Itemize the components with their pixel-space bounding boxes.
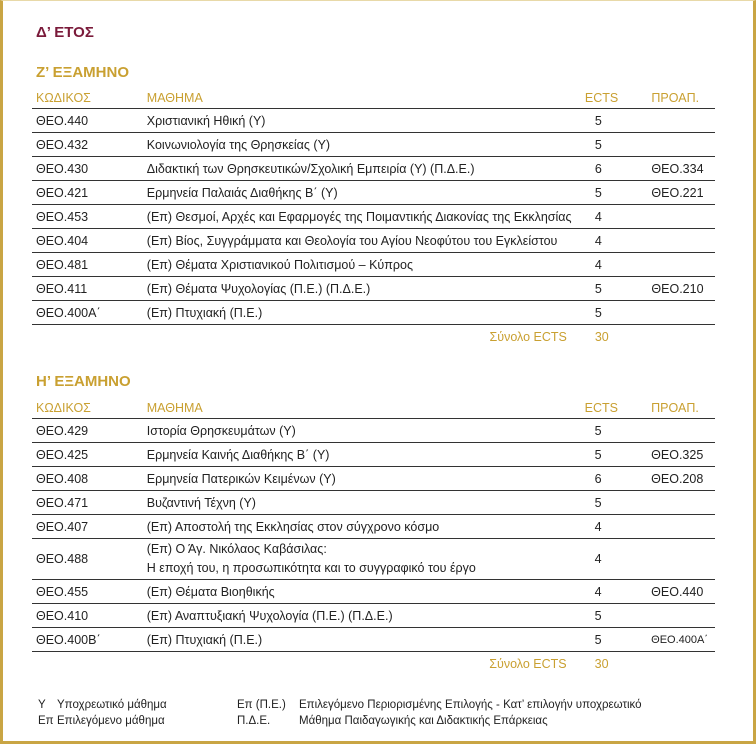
- legend-key-y: Υ: [38, 699, 46, 711]
- total-value: 30: [594, 657, 609, 671]
- table-header-row: [32, 398, 715, 419]
- legend-text-ep: Επιλεγόμενο μάθημα: [57, 715, 165, 727]
- course-ects: 6: [581, 467, 648, 491]
- header-code: ΚΩΔΙΚΟΣ: [32, 398, 143, 419]
- course-name: Κοινωνιολογία της Θρησκείας (Υ): [143, 133, 581, 157]
- course-prereq: [647, 301, 715, 325]
- course-name: Ερμηνεία Καινής Διαθήκης Β΄ (Υ): [143, 443, 581, 467]
- table-row: [32, 253, 715, 277]
- course-name: (Επ) Αναπτυξιακή Ψυχολογία (Π.Ε.) (Π.Δ.Ε.): [143, 604, 581, 628]
- legend-left: [38, 697, 167, 729]
- total-value: 30: [594, 330, 609, 344]
- course-ects: 5: [581, 133, 648, 157]
- header-ects: ECTS: [581, 398, 648, 419]
- table-row: [32, 133, 715, 157]
- table-row: [32, 109, 715, 133]
- course-ects: 4: [581, 205, 648, 229]
- total-row: [32, 652, 715, 677]
- legend-text-y: Υποχρεωτικό μάθημα: [57, 699, 167, 711]
- course-prereq: [647, 491, 715, 515]
- header-course: ΜΑΘΗΜΑ: [143, 88, 581, 109]
- course-code: ΘΕΟ.429: [32, 419, 143, 443]
- total-empty: [32, 652, 143, 677]
- course-ects: 6: [581, 157, 648, 181]
- course-ects: 4: [581, 539, 648, 580]
- course-name: (Επ) Πτυχιακή (Π.Ε.): [143, 301, 581, 325]
- table-row: [32, 205, 715, 229]
- table-row: [32, 157, 715, 181]
- course-code: ΘΕΟ.408: [32, 467, 143, 491]
- course-prereq: ΘΕΟ.210: [647, 277, 715, 301]
- total-empty: [647, 652, 715, 677]
- course-name: [143, 539, 581, 580]
- course-ects: 4: [581, 229, 648, 253]
- course-name-line1: (Επ) Ο Άγ. Νικόλαος Καβάσιλας:: [146, 542, 327, 556]
- table-row: [32, 515, 715, 539]
- course-name: Βυζαντινή Τέχνη (Υ): [143, 491, 581, 515]
- course-prereq: ΘΕΟ.440: [647, 580, 715, 604]
- course-code: ΘΕΟ.440: [32, 109, 143, 133]
- legend-key-pe: Επ (Π.Ε.): [237, 699, 286, 711]
- course-ects: 5: [581, 277, 648, 301]
- course-ects: 4: [581, 580, 648, 604]
- course-prereq: [647, 419, 715, 443]
- course-prereq: [647, 133, 715, 157]
- course-prereq: ΘΕΟ.208: [647, 467, 715, 491]
- table-row: [32, 539, 715, 580]
- course-ects: 5: [581, 443, 648, 467]
- course-name: Ερμηνεία Πατερικών Κειμένων (Υ): [143, 467, 581, 491]
- course-code: ΘΕΟ.453: [32, 205, 143, 229]
- table-row: [32, 443, 715, 467]
- course-code: ΘΕΟ.471: [32, 491, 143, 515]
- course-code: ΘΕΟ.404: [32, 229, 143, 253]
- course-code: ΘΕΟ.411: [32, 277, 143, 301]
- course-name: Διδακτική των Θρησκευτικών/Σχολική Εμπειρία (Υ) (Π.Δ.Ε.): [143, 157, 581, 181]
- table-row: [32, 301, 715, 325]
- course-ects: 5: [581, 181, 648, 205]
- course-code: ΘΕΟ.455: [32, 580, 143, 604]
- course-ects: 4: [581, 515, 648, 539]
- legend-text-pde: Μάθημα Παιδαγωγικής και Διδακτικής Επάρκειας: [299, 715, 548, 727]
- course-ects: 5: [581, 419, 648, 443]
- table-row: [32, 580, 715, 604]
- course-code: ΘΕΟ.400Α΄: [32, 301, 143, 325]
- course-prereq: [647, 205, 715, 229]
- course-prereq: [647, 109, 715, 133]
- header-prereq: ΠΡΟΑΠ.: [647, 88, 715, 109]
- table-header-row: [32, 88, 715, 109]
- course-prereq: [647, 604, 715, 628]
- course-ects: 5: [581, 301, 648, 325]
- course-name: Χριστιανική Ηθική (Υ): [143, 109, 581, 133]
- semester-7-title: Ζ’ ΕΞΑΜΗΝΟ: [36, 64, 129, 81]
- legend-right: [237, 697, 642, 729]
- course-name-line2: Η εποχή του, η προσωπικότητα και το συγγραφικό του έργο: [146, 561, 476, 575]
- course-prereq: ΘΕΟ.400Α΄: [647, 628, 715, 652]
- header-prereq: ΠΡΟΑΠ.: [647, 398, 715, 419]
- total-row: [32, 325, 715, 350]
- course-code: ΘΕΟ.481: [32, 253, 143, 277]
- course-ects: 5: [581, 604, 648, 628]
- semester-7-table: [32, 88, 715, 349]
- course-code: ΘΕΟ.407: [32, 515, 143, 539]
- course-name: (Επ) Θεσμοί, Αρχές και Εφαρμογές της Ποιμαντικής Διακονίας της Εκκλησίας: [143, 205, 581, 229]
- table-row: [32, 491, 715, 515]
- course-prereq: [647, 515, 715, 539]
- total-empty: [647, 325, 715, 350]
- course-code: ΘΕΟ.488: [32, 539, 143, 580]
- course-name: (Επ) Θέματα Χριστιανικού Πολιτισμού – Κύπρος: [143, 253, 581, 277]
- course-ects: 5: [581, 628, 648, 652]
- table-row: [32, 277, 715, 301]
- course-name: (Επ) Πτυχιακή (Π.Ε.): [143, 628, 581, 652]
- course-code: ΘΕΟ.430: [32, 157, 143, 181]
- table-row: [32, 229, 715, 253]
- course-prereq: ΘΕΟ.325: [647, 443, 715, 467]
- course-name: (Επ) Αποστολή της Εκκλησίας στον σύγχρονο κόσμο: [143, 515, 581, 539]
- course-name: (Επ) Βίος, Συγγράμματα και Θεολογία του Αγίου Νεοφύτου του Εγκλείστου: [143, 229, 581, 253]
- table-row: [32, 467, 715, 491]
- course-name: Ερμηνεία Παλαιάς Διαθήκης Β΄ (Υ): [143, 181, 581, 205]
- header-course: ΜΑΘΗΜΑ: [143, 398, 581, 419]
- semester-8-title: Η’ ΕΞΑΜΗΝΟ: [36, 373, 131, 390]
- course-prereq: [647, 229, 715, 253]
- course-ects: 5: [581, 109, 648, 133]
- total-empty: [32, 325, 143, 350]
- course-name: (Επ) Θέματα Βιοηθικής: [143, 580, 581, 604]
- course-prereq: ΘΕΟ.334: [647, 157, 715, 181]
- course-name: Ιστορία Θρησκευμάτων (Υ): [143, 419, 581, 443]
- header-code: ΚΩΔΙΚΟΣ: [32, 88, 143, 109]
- table-row: [32, 419, 715, 443]
- table-row: [32, 628, 715, 652]
- total-label: Σύνολο ECTS: [489, 330, 567, 344]
- course-code: ΘΕΟ.421: [32, 181, 143, 205]
- legend-key-ep: Επ: [38, 715, 54, 727]
- course-prereq: [647, 253, 715, 277]
- course-name: (Επ) Θέματα Ψυχολογίας (Π.Ε.) (Π.Δ.Ε.): [143, 277, 581, 301]
- table-row: [32, 604, 715, 628]
- course-code: ΘΕΟ.400Β΄: [32, 628, 143, 652]
- course-prereq: ΘΕΟ.221: [647, 181, 715, 205]
- semester-8-table: [32, 398, 715, 676]
- header-ects: ECTS: [581, 88, 648, 109]
- course-code: ΘΕΟ.432: [32, 133, 143, 157]
- course-ects: 5: [581, 491, 648, 515]
- year-title: Δ’ ΕΤΟΣ: [36, 24, 94, 41]
- table-row: [32, 181, 715, 205]
- legend-key-pde: Π.Δ.Ε.: [237, 715, 271, 727]
- course-prereq: [647, 539, 715, 580]
- course-ects: 4: [581, 253, 648, 277]
- legend-text-pe: Επιλεγόμενο Περιορισμένης Επιλογής - Κατ’ επιλογήν υποχρεωτικό: [299, 699, 642, 711]
- course-code: ΘΕΟ.425: [32, 443, 143, 467]
- total-label: Σύνολο ECTS: [489, 657, 567, 671]
- course-code: ΘΕΟ.410: [32, 604, 143, 628]
